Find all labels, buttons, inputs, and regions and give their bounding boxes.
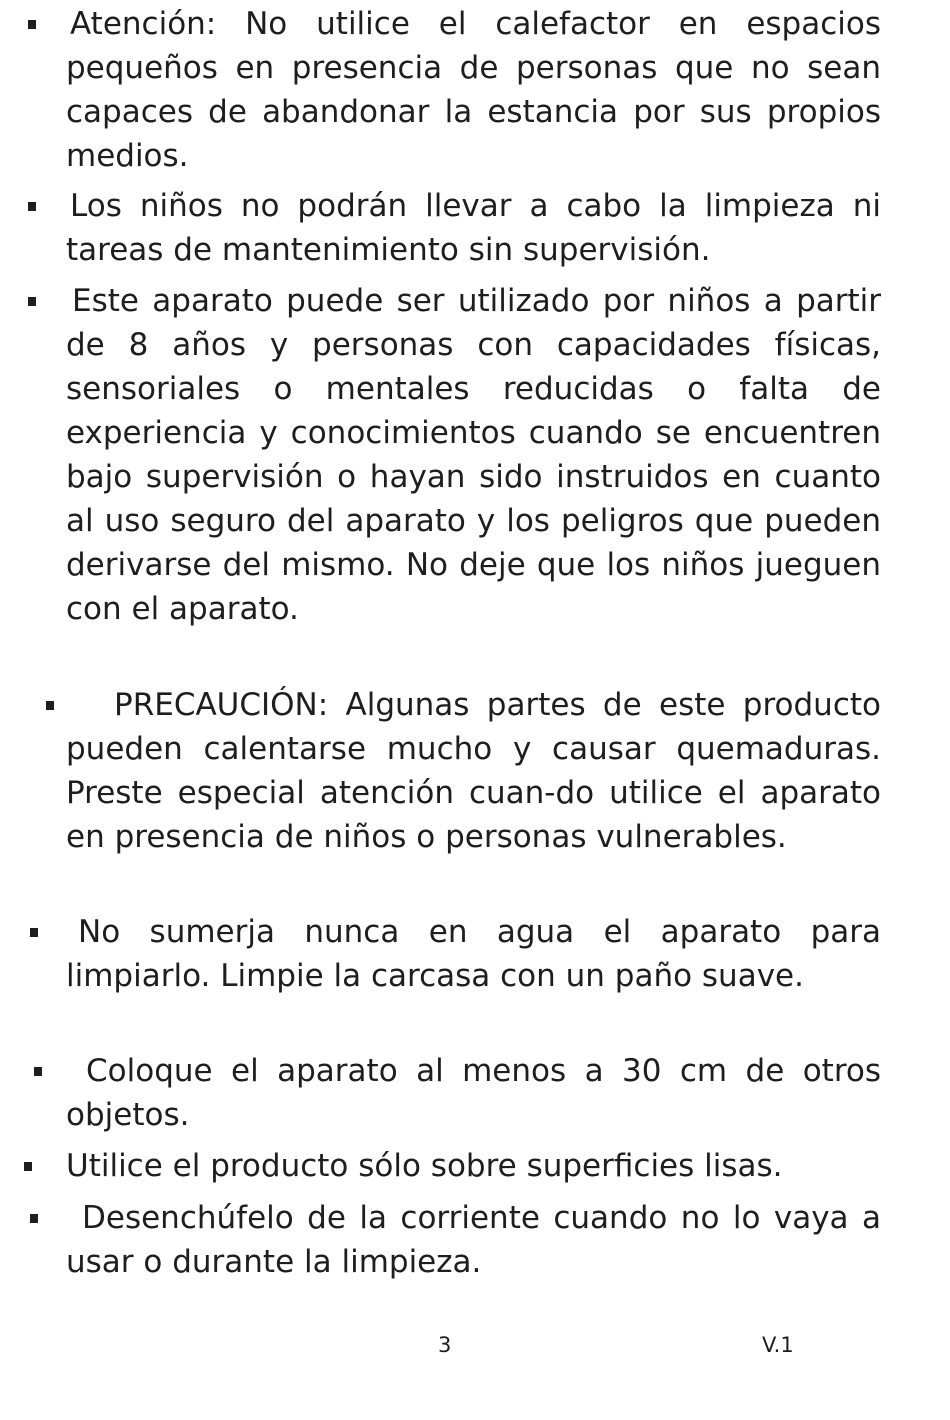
list-item	[66, 1049, 881, 1137]
list-item	[66, 2, 881, 178]
bullet-square-icon	[30, 928, 38, 937]
bullet-square-icon	[24, 1162, 32, 1171]
list-item	[66, 184, 881, 272]
instruction-text: Utilice el producto sólo sobre superficies lisas.	[66, 1148, 783, 1184]
bullet-square-icon	[28, 20, 36, 29]
instruction-text: Este aparato puede ser utilizado por niños a partir de 8 años y personas con capacidades físicas, sensoriales o mentales reducidas o falta de experiencia y conocimientos cuando se encuentren bajo supervisión o hayan sido instruidos en cuanto al uso seguro del aparato y los peligros que pueden derivarse del mismo. No deje que los niños jueguen con el aparato.	[66, 283, 881, 627]
instruction-text: Atención: No utilice el calefactor en espacios pequeños en presencia de personas que no sean capaces de abandonar la estancia por sus propios medios.	[66, 6, 881, 174]
version-label: V.1	[762, 1333, 794, 1357]
list-item	[66, 279, 881, 631]
bullet-square-icon	[34, 1067, 42, 1076]
instruction-text: PRECAUCIÓN: Algunas partes de este producto pueden calentarse mucho y causar quemaduras. Preste especial atención cuan-do utilice el aparato en presencia de niños o personas vulnerables.	[66, 687, 881, 855]
instruction-text: Los niños no podrán llevar a cabo la limpieza ni tareas de mantenimiento sin supervisión.	[66, 188, 881, 268]
bullet-square-icon	[46, 701, 54, 710]
list-item	[66, 910, 881, 998]
list-item	[66, 1144, 881, 1188]
instruction-text: Coloque el aparato al menos a 30 cm de otros objetos.	[66, 1053, 881, 1133]
bullet-square-icon	[30, 1214, 38, 1223]
list-item	[66, 1196, 881, 1284]
bullet-square-icon	[28, 297, 36, 306]
page-number: 3	[438, 1333, 452, 1357]
instruction-text: Desenchúfelo de la corriente cuando no lo vaya a usar o durante la limpieza.	[66, 1200, 881, 1280]
instruction-text: No sumerja nunca en agua el aparato para limpiarlo. Limpie la carcasa con un paño suave.	[66, 914, 881, 994]
bullet-square-icon	[28, 202, 36, 211]
list-item	[66, 683, 881, 859]
